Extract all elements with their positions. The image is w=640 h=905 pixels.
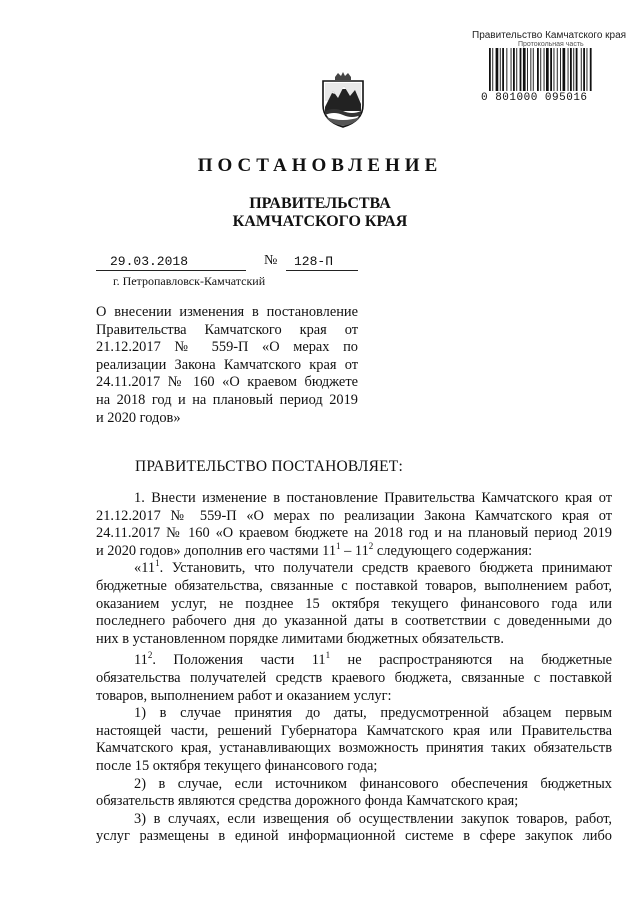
document-type: ПОСТАНОВЛЕНИЕ: [197, 155, 443, 176]
date-underline: [96, 270, 246, 271]
body-line: услуг размещены в единой информационной системе в сфере закупок либо: [96, 828, 612, 845]
subject-line: 21.12.2017 № 559-П «О мерах по: [96, 339, 358, 356]
body-line: товаров, выполнением работ и оказанием услуг:: [96, 687, 392, 704]
body-line: 1) в случае принятия до даты, предусмотренной абзацем первым: [134, 705, 612, 722]
body-line: 21.12.2017 № 559-П «О мерах по реализации Закона Камчатского края от: [96, 507, 612, 524]
subject-line: 24.11.2017 № 160 «О краевом бюджете: [96, 374, 358, 391]
body-line: 2) в случае, если источником финансового обеспечения бюджетных: [134, 775, 612, 792]
body-line: 3) в случаях, если извещения об осуществлении закупок товаров, работ,: [134, 810, 612, 827]
document-date: 29.03.2018: [110, 254, 189, 269]
subject-line: реализации Закона Камчатского края от: [96, 356, 358, 373]
barcode-icon: [488, 48, 606, 91]
resolve-heading: ПРАВИТЕЛЬСТВО ПОСТАНОВЛЯЕТ:: [135, 458, 403, 475]
stamp-subtitle: Протокольная часть: [518, 41, 584, 48]
body-line: $11^2$. Положения части $11^1$ не распространяются на бюджетные: [134, 650, 612, 669]
body-line: обязательства получателей средств краевого бюджета, связанные с поставкой: [96, 669, 612, 686]
subject-line: О внесении изменения в постановление: [96, 304, 358, 320]
document-body: [96, 490, 612, 846]
body-line: обязательств являются средства дорожного фонда Камчатского края;: [96, 793, 519, 810]
coat-of-arms-icon: [319, 71, 367, 129]
issuer-line-2: КАМЧАТСКОГО КРАЯ: [232, 213, 408, 230]
issuer-line-1: ПРАВИТЕЛЬСТВА: [249, 195, 391, 212]
body-line: Камчатского края, устанавливающих возможность принятия таких обязательств: [96, 740, 612, 757]
number-label: №: [264, 253, 278, 268]
barcode-number: 0 801000 095016: [481, 92, 588, 104]
subject-line: Правительства Камчатского края от: [96, 321, 358, 338]
body-line: 1. Внести изменение в постановление Правительства Камчатского края от: [134, 490, 612, 506]
body-line: после 15 октября текущего финансового года;: [96, 757, 378, 774]
body-line: настоящей части, решений Губернатора Камчатского края или Правительства: [96, 722, 612, 739]
body-line: оказанием услуг, не позднее 15 октября текущего финансового года или: [96, 595, 612, 612]
subject-line: и 2020 годов»: [96, 409, 181, 426]
number-underline: [286, 270, 358, 271]
document-number: 128-П: [294, 254, 334, 269]
city: г. Петропавловск-Камчатский: [113, 274, 266, 288]
body-line: 24.11.2017 № 160 «О краевом бюджете на 2018 год и на плановый период 2019: [96, 525, 612, 542]
body-line: «$11^1$. Установить, что получатели средств краевого бюджета принимают: [134, 558, 612, 577]
stamp-title: Правительство Камчатского края: [472, 30, 627, 41]
body-line: и 2020 годов» дополнив его частями $11^1 - 11^2$ следующего содержания:: [96, 540, 533, 559]
document-subject: [96, 304, 358, 427]
subject-line: на 2018 год и на плановый период 2019: [96, 391, 358, 408]
body-line: бюджетные обязательства, связанные с поставкой товаров, выполнением работ,: [96, 577, 612, 594]
body-line: них в установленном порядке лимитами бюджетных обязательств.: [96, 630, 504, 647]
body-line: последнего рабочего дня до указанной даты в соответствии с доведенными до: [96, 613, 612, 630]
